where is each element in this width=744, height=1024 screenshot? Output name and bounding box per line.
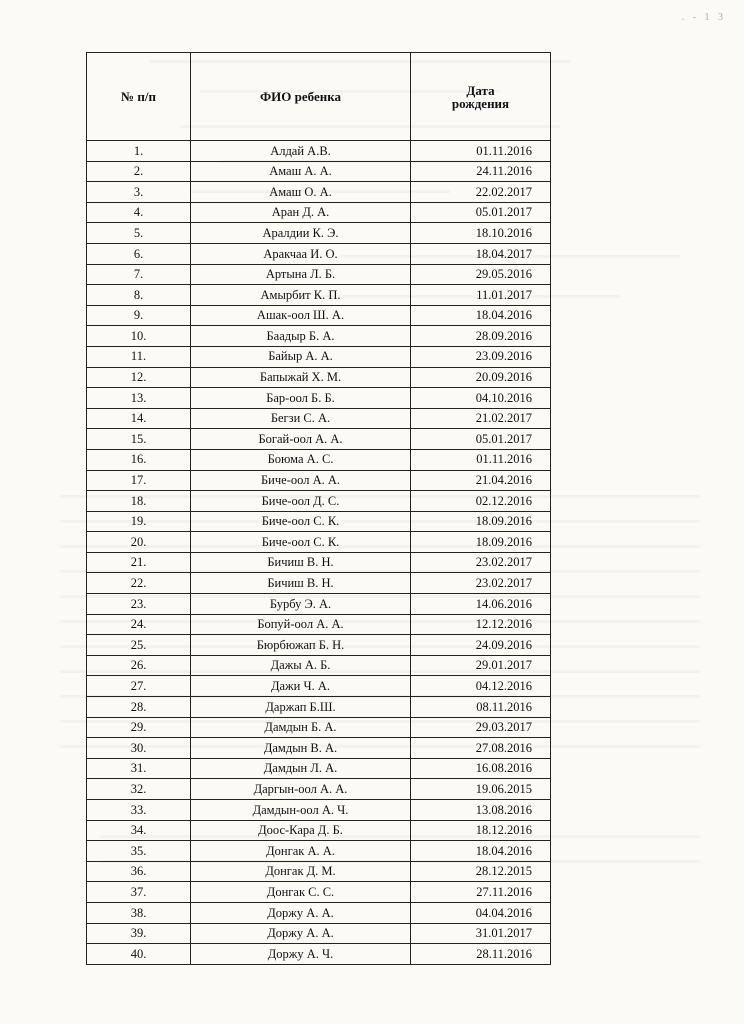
row-number: 4. (87, 202, 191, 223)
row-number: 6. (87, 243, 191, 264)
birth-date: 16.08.2016 (411, 758, 551, 779)
child-name: Бичиш В. Н. (191, 573, 411, 594)
row-number: 29. (87, 717, 191, 738)
row-number: 26. (87, 655, 191, 676)
row-number: 31. (87, 758, 191, 779)
table-row (87, 161, 551, 182)
row-number: 30. (87, 738, 191, 759)
row-number: 8. (87, 285, 191, 306)
row-number: 7. (87, 264, 191, 285)
row-number: 38. (87, 902, 191, 923)
birth-date: 14.06.2016 (411, 594, 551, 615)
row-number: 39. (87, 923, 191, 944)
table-row (87, 491, 551, 512)
row-number: 24. (87, 614, 191, 635)
corner-marks: . - 1 3 (681, 12, 726, 23)
birth-date: 12.12.2016 (411, 614, 551, 635)
table-row (87, 758, 551, 779)
table-row (87, 305, 551, 326)
table-row (87, 532, 551, 553)
table-row (87, 285, 551, 306)
table-row (87, 346, 551, 367)
header-birth-date: Дата рождения (411, 53, 551, 141)
birth-date: 31.01.2017 (411, 923, 551, 944)
row-number: 14. (87, 408, 191, 429)
child-name: Бичиш В. Н. (191, 552, 411, 573)
birth-date: 29.03.2017 (411, 717, 551, 738)
table-row (87, 655, 551, 676)
child-name: Даргын-оол А. А. (191, 779, 411, 800)
child-name: Аракчаа И. О. (191, 243, 411, 264)
table-row (87, 470, 551, 491)
birth-date: 05.01.2017 (411, 429, 551, 450)
birth-date: 18.10.2016 (411, 223, 551, 244)
child-name: Биче-оол С. К. (191, 532, 411, 553)
birth-date: 27.11.2016 (411, 882, 551, 903)
row-number: 15. (87, 429, 191, 450)
birth-date: 21.02.2017 (411, 408, 551, 429)
birth-date: 27.08.2016 (411, 738, 551, 759)
birth-date: 20.09.2016 (411, 367, 551, 388)
birth-date: 23.09.2016 (411, 346, 551, 367)
birth-date: 28.11.2016 (411, 944, 551, 965)
table-row (87, 779, 551, 800)
birth-date: 18.12.2016 (411, 820, 551, 841)
child-name: Доржу А. А. (191, 923, 411, 944)
table-row (87, 573, 551, 594)
birth-date: 28.12.2015 (411, 861, 551, 882)
child-name: Бурбу Э. А. (191, 594, 411, 615)
child-name: Артына Л. Б. (191, 264, 411, 285)
child-name: Дамдын-оол А. Ч. (191, 800, 411, 821)
birth-date: 05.01.2017 (411, 202, 551, 223)
row-number: 20. (87, 532, 191, 553)
birth-date: 22.02.2017 (411, 182, 551, 203)
table-row (87, 820, 551, 841)
header-child-name: ФИО ребенка (191, 53, 411, 141)
table-header-row (87, 53, 551, 141)
birth-date: 18.09.2016 (411, 511, 551, 532)
birth-date: 23.02.2017 (411, 552, 551, 573)
children-list-table (86, 52, 551, 965)
birth-date: 19.06.2015 (411, 779, 551, 800)
table-row (87, 902, 551, 923)
row-number: 33. (87, 800, 191, 821)
header-number: № п/п (87, 53, 191, 141)
child-name: Амырбит К. П. (191, 285, 411, 306)
birth-date: 29.05.2016 (411, 264, 551, 285)
birth-date: 18.09.2016 (411, 532, 551, 553)
child-name: Алдай А.В. (191, 141, 411, 162)
child-name: Дамдын Б. А. (191, 717, 411, 738)
child-name: Амаш О. А. (191, 182, 411, 203)
table-row (87, 326, 551, 347)
birth-date: 01.11.2016 (411, 449, 551, 470)
row-number: 21. (87, 552, 191, 573)
child-name: Дамдын Л. А. (191, 758, 411, 779)
row-number: 32. (87, 779, 191, 800)
table-row (87, 882, 551, 903)
birth-date: 23.02.2017 (411, 573, 551, 594)
child-name: Доржу А. Ч. (191, 944, 411, 965)
table-row (87, 429, 551, 450)
table-row (87, 861, 551, 882)
row-number: 37. (87, 882, 191, 903)
table-row (87, 408, 551, 429)
birth-date: 18.04.2017 (411, 243, 551, 264)
table-row (87, 738, 551, 759)
birth-date: 24.11.2016 (411, 161, 551, 182)
row-number: 17. (87, 470, 191, 491)
row-number: 28. (87, 697, 191, 718)
table-row (87, 614, 551, 635)
table-row (87, 800, 551, 821)
child-name: Аралдии К. Э. (191, 223, 411, 244)
table-row (87, 202, 551, 223)
table-row (87, 717, 551, 738)
birth-date: 18.04.2016 (411, 305, 551, 326)
child-name: Бар-оол Б. Б. (191, 388, 411, 409)
row-number: 3. (87, 182, 191, 203)
row-number: 13. (87, 388, 191, 409)
table-row (87, 367, 551, 388)
table-row (87, 944, 551, 965)
row-number: 34. (87, 820, 191, 841)
child-name: Даржап Б.Ш. (191, 697, 411, 718)
birth-date: 04.04.2016 (411, 902, 551, 923)
birth-date: 13.08.2016 (411, 800, 551, 821)
table-row (87, 223, 551, 244)
table-row (87, 243, 551, 264)
child-name: Биче-оол Д. С. (191, 491, 411, 512)
child-name: Донгак Д. М. (191, 861, 411, 882)
child-name: Биче-оол А. А. (191, 470, 411, 491)
child-name: Амаш А. А. (191, 161, 411, 182)
birth-date: 04.10.2016 (411, 388, 551, 409)
birth-date: 28.09.2016 (411, 326, 551, 347)
child-name: Биче-оол С. К. (191, 511, 411, 532)
birth-date: 21.04.2016 (411, 470, 551, 491)
table-row (87, 141, 551, 162)
child-name: Баадыр Б. А. (191, 326, 411, 347)
table-row (87, 388, 551, 409)
row-number: 25. (87, 635, 191, 656)
child-name: Донгак А. А. (191, 841, 411, 862)
child-name: Дажы А. Б. (191, 655, 411, 676)
child-name: Бегзи С. А. (191, 408, 411, 429)
child-name: Дажи Ч. А. (191, 676, 411, 697)
child-name: Доос-Кара Д. Б. (191, 820, 411, 841)
row-number: 1. (87, 141, 191, 162)
row-number: 35. (87, 841, 191, 862)
table-row (87, 552, 551, 573)
birth-date: 01.11.2016 (411, 141, 551, 162)
table-row (87, 182, 551, 203)
row-number: 16. (87, 449, 191, 470)
row-number: 11. (87, 346, 191, 367)
row-number: 18. (87, 491, 191, 512)
row-number: 9. (87, 305, 191, 326)
row-number: 19. (87, 511, 191, 532)
row-number: 40. (87, 944, 191, 965)
child-name: Бюрбюжап Б. Н. (191, 635, 411, 656)
row-number: 10. (87, 326, 191, 347)
row-number: 12. (87, 367, 191, 388)
child-name: Дамдын В. А. (191, 738, 411, 759)
row-number: 27. (87, 676, 191, 697)
child-name: Бапыжай Х. М. (191, 367, 411, 388)
table-row (87, 264, 551, 285)
child-name: Байыр А. А. (191, 346, 411, 367)
birth-date: 29.01.2017 (411, 655, 551, 676)
table-row (87, 635, 551, 656)
row-number: 23. (87, 594, 191, 615)
child-name: Боюма А. С. (191, 449, 411, 470)
child-name: Богай-оол А. А. (191, 429, 411, 450)
child-name: Донгак С. С. (191, 882, 411, 903)
table-row (87, 841, 551, 862)
row-number: 22. (87, 573, 191, 594)
child-name: Бопуй-оол А. А. (191, 614, 411, 635)
row-number: 36. (87, 861, 191, 882)
birth-date: 02.12.2016 (411, 491, 551, 512)
table-row (87, 697, 551, 718)
row-number: 2. (87, 161, 191, 182)
table-row (87, 449, 551, 470)
table-row (87, 923, 551, 944)
birth-date: 08.11.2016 (411, 697, 551, 718)
child-name: Доржу А. А. (191, 902, 411, 923)
birth-date: 18.04.2016 (411, 841, 551, 862)
birth-date: 11.01.2017 (411, 285, 551, 306)
birth-date: 24.09.2016 (411, 635, 551, 656)
child-name: Аран Д. А. (191, 202, 411, 223)
table-row (87, 676, 551, 697)
row-number: 5. (87, 223, 191, 244)
table-row (87, 511, 551, 532)
child-name: Ашак-оол Ш. А. (191, 305, 411, 326)
birth-date: 04.12.2016 (411, 676, 551, 697)
table-row (87, 594, 551, 615)
